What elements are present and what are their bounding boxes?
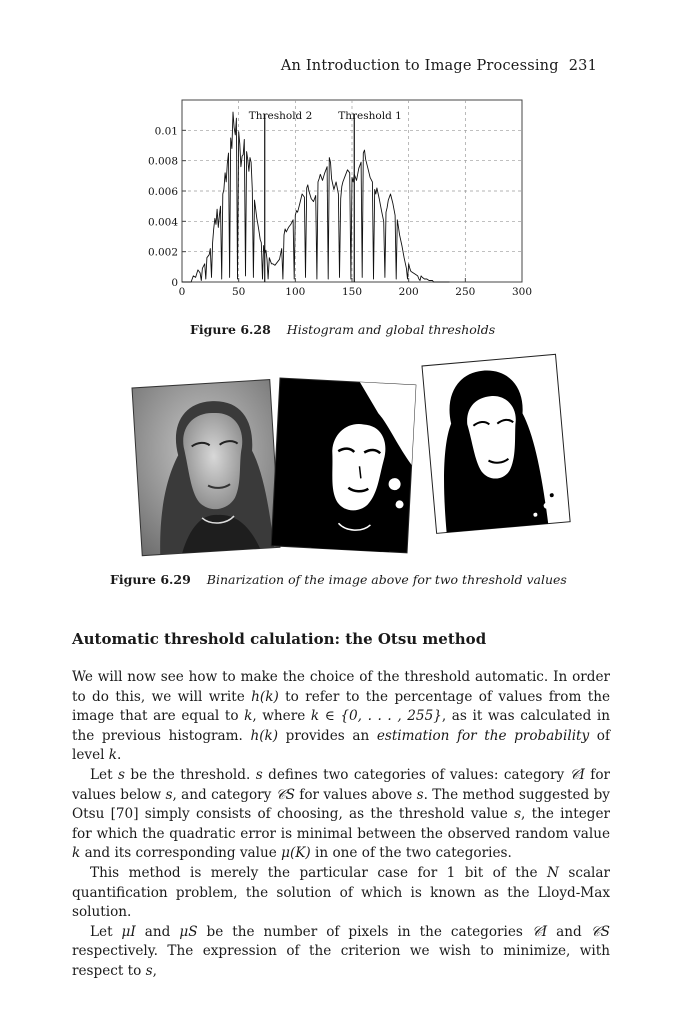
text-run: . — [117, 747, 122, 764]
histogram-line — [182, 112, 450, 282]
section-title: Automatic threshold calulation: the Otsu method — [72, 630, 487, 648]
text-run: , where — [252, 708, 311, 725]
x-tick-label: 100 — [285, 286, 306, 298]
x-tick-label: 250 — [455, 286, 476, 298]
y-tick-label: 0.002 — [147, 246, 178, 259]
math-s: s — [117, 766, 125, 783]
text-run: in one of the two categories. — [310, 845, 512, 862]
text-run: provides an — [278, 727, 377, 744]
x-tick-label: 0 — [178, 286, 186, 298]
text-run: We will now see how to make the choice of the threshold automatic. In order to do this, we will write — [72, 669, 610, 705]
math-ci: 𝒞I — [569, 766, 585, 783]
text-run: . The method suggested by Otsu [70] simply consists of choosing, as the threshold value — [72, 786, 610, 823]
math-muk: μ(K) — [281, 845, 311, 862]
math-s: s — [165, 786, 173, 803]
x-tick-label: 150 — [341, 286, 363, 298]
text-run: to refer to the percentage of values from the image that are equal to — [72, 688, 611, 725]
photo-binarized-threshold-1 — [422, 354, 570, 533]
math-kset: k ∈ {0, . . . , 255} — [310, 708, 442, 725]
threshold-label: Threshold 2 — [248, 110, 313, 122]
figure-6-28-label: Figure 6.28 — [190, 322, 271, 337]
figure-6-29-caption — [110, 572, 567, 587]
text-run: , — [152, 962, 157, 979]
y-tick-label: 0.01 — [154, 125, 178, 138]
running-header — [281, 58, 597, 74]
math-cs: 𝒞S — [275, 786, 295, 803]
x-tick-label: 50 — [231, 286, 246, 298]
math-mui: μI — [121, 923, 136, 940]
figure-6-28-text: Histogram and global thresholds — [286, 322, 496, 337]
text-run: and — [135, 923, 180, 940]
text-run: and its corresponding value — [80, 845, 282, 862]
text-run: Let — [90, 766, 118, 783]
photo-binarized-threshold-2 — [271, 378, 416, 553]
math-k: k — [108, 747, 118, 764]
math-cs: 𝒞S — [590, 923, 610, 940]
paragraph-3 — [72, 864, 610, 923]
page-number: 231 — [568, 58, 597, 74]
y-tick-label: 0.008 — [147, 155, 178, 168]
math-s: s — [255, 766, 263, 783]
running-title: An Introduction to Image Processing — [280, 58, 559, 74]
text-run: This method is merely the particular case for 1 bit of the — [90, 864, 548, 881]
y-tick-label: 0.004 — [147, 216, 178, 229]
text-run: Let — [90, 923, 122, 940]
emphasis: estimation for the probability — [376, 727, 590, 744]
text-run: of level — [72, 727, 611, 764]
text-run: defines two categories of values: category — [262, 766, 570, 783]
math-s: s — [416, 786, 424, 803]
y-tick-label: 0 — [171, 277, 178, 289]
paragraph-2 — [72, 766, 610, 864]
threshold-label: Threshold 1 — [338, 110, 402, 122]
paragraph-4 — [72, 923, 610, 982]
histogram-series — [182, 112, 450, 282]
text-run: , and category — [172, 786, 276, 803]
text-run: and — [547, 923, 591, 940]
text-run: , the integer for which the quadratic error is minimal between the observed random value — [72, 806, 610, 842]
text-run: for values below — [72, 766, 611, 803]
photo-grayscale-original — [132, 380, 280, 556]
math-k: k — [244, 708, 253, 725]
math-s: s — [514, 806, 522, 823]
x-tick-label: 300 — [511, 286, 533, 298]
paragraph-1 — [72, 668, 610, 766]
text-run: be the number of pixels in the categories — [197, 923, 532, 940]
figure-6-29-text: Binarization of the image above for two threshold values — [206, 572, 567, 587]
figure-6-29-label: Figure 6.29 — [110, 572, 191, 587]
figure-6-28-caption — [190, 322, 495, 337]
text-run: scalar quantification problem, the solution of which is known as the Lloyd-Max solution. — [72, 864, 611, 921]
math-hk: h(k) — [250, 727, 279, 744]
y-tick-label: 0.006 — [147, 186, 178, 198]
x-tick-label: 200 — [398, 286, 419, 298]
text-run: , as it was calculated in the previous histogram. — [72, 708, 610, 744]
math-hk: h(k) — [251, 688, 279, 705]
text-run: be the threshold. — [124, 766, 256, 783]
text-run: respectively. The expression of the criterion we wish to minimize, with respect to — [72, 943, 610, 979]
text-run: for values above — [294, 786, 417, 803]
math-mus: μS — [179, 923, 198, 940]
math-n: N — [547, 864, 559, 881]
binarization-photos — [130, 360, 560, 560]
histogram-chart — [147, 98, 533, 300]
math-ci: 𝒞I — [531, 923, 548, 940]
math-k: k — [72, 845, 81, 862]
math-s: s — [145, 962, 153, 979]
body-text — [72, 668, 610, 982]
